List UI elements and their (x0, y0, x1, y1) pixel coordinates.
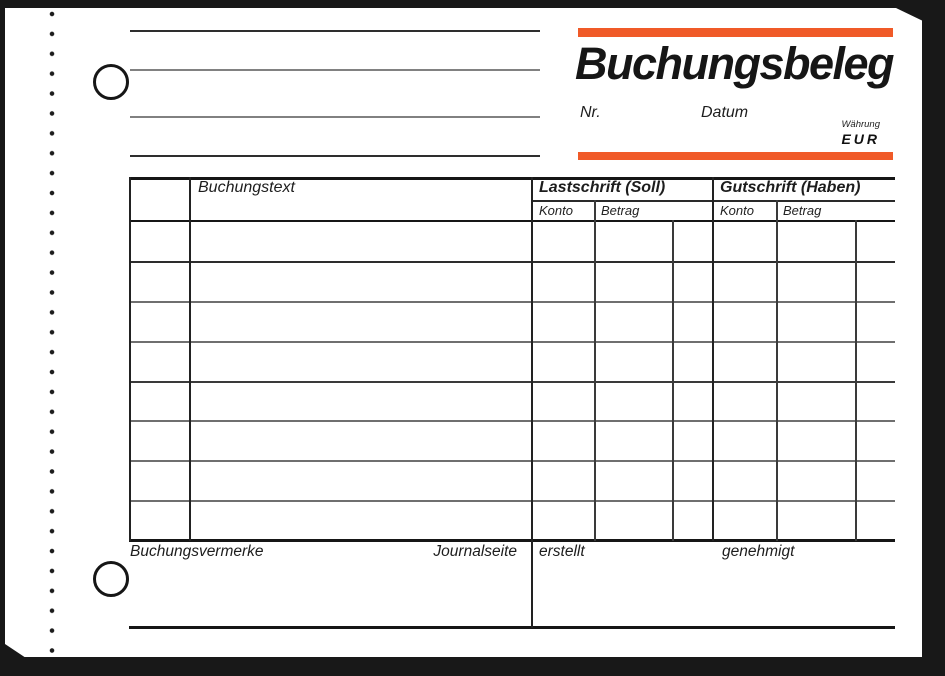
credit-amount-header: Betrag (783, 203, 822, 218)
debit-account-header: Konto (539, 203, 573, 218)
table-border-bottom (129, 539, 895, 542)
writing-line-2 (130, 69, 540, 71)
pad-edge-top (0, 0, 945, 8)
currency-box (768, 119, 880, 147)
table-row-line (129, 460, 895, 462)
writing-line-4 (130, 155, 540, 157)
currency-value: EUR (841, 131, 880, 147)
pad-edge-right (922, 0, 945, 676)
column-line-debit-amount (594, 200, 596, 541)
column-line-debit-cents (672, 220, 674, 541)
date-label: Datum (701, 104, 749, 121)
writing-line-1 (130, 30, 540, 32)
column-line-row-number (189, 177, 191, 541)
punch-hole-top (93, 64, 129, 100)
debit-section-header: Lastschrift (Soll) (539, 179, 666, 196)
table-row-line (129, 420, 895, 422)
perforation-dots (49, 11, 55, 653)
pad-edge-bottom (0, 657, 945, 676)
table-row-line (129, 500, 895, 502)
column-line-credit-section (712, 177, 714, 541)
column-line-credit-cents (855, 220, 857, 541)
journal-page-label: Journalseite (433, 543, 517, 560)
pad-edge-left (0, 0, 5, 660)
accent-bar-top (578, 28, 893, 37)
booking-text-column-header: Buchungstext (198, 179, 295, 196)
table-border-left (129, 177, 131, 541)
currency-label: Währung (841, 119, 880, 130)
created-by-label: erstellt (539, 543, 585, 560)
booking-notes-label: Buchungsvermerke (130, 543, 264, 560)
pad-corner-bottom-left (5, 644, 26, 658)
writing-line-3 (130, 116, 540, 118)
column-line-credit-amount (776, 200, 778, 541)
approved-by-label: genehmigt (722, 543, 795, 560)
column-line-debit-section (531, 177, 533, 628)
table-row-line (129, 381, 895, 383)
pad-corner-top-right (896, 8, 923, 21)
page-title: Buchungsbeleg (575, 38, 894, 89)
table-row-line (129, 261, 895, 263)
table-header-bottom (129, 220, 895, 222)
table-row-line (129, 341, 895, 343)
debit-amount-header: Betrag (601, 203, 640, 218)
accent-bar-bottom (578, 152, 893, 160)
credit-account-header: Konto (720, 203, 754, 218)
punch-hole-bottom (93, 561, 129, 597)
number-label: Nr. (580, 104, 601, 121)
credit-section-header: Gutschrift (Haben) (720, 179, 861, 196)
footer-border-bottom (129, 626, 895, 629)
table-row-line (129, 301, 895, 303)
